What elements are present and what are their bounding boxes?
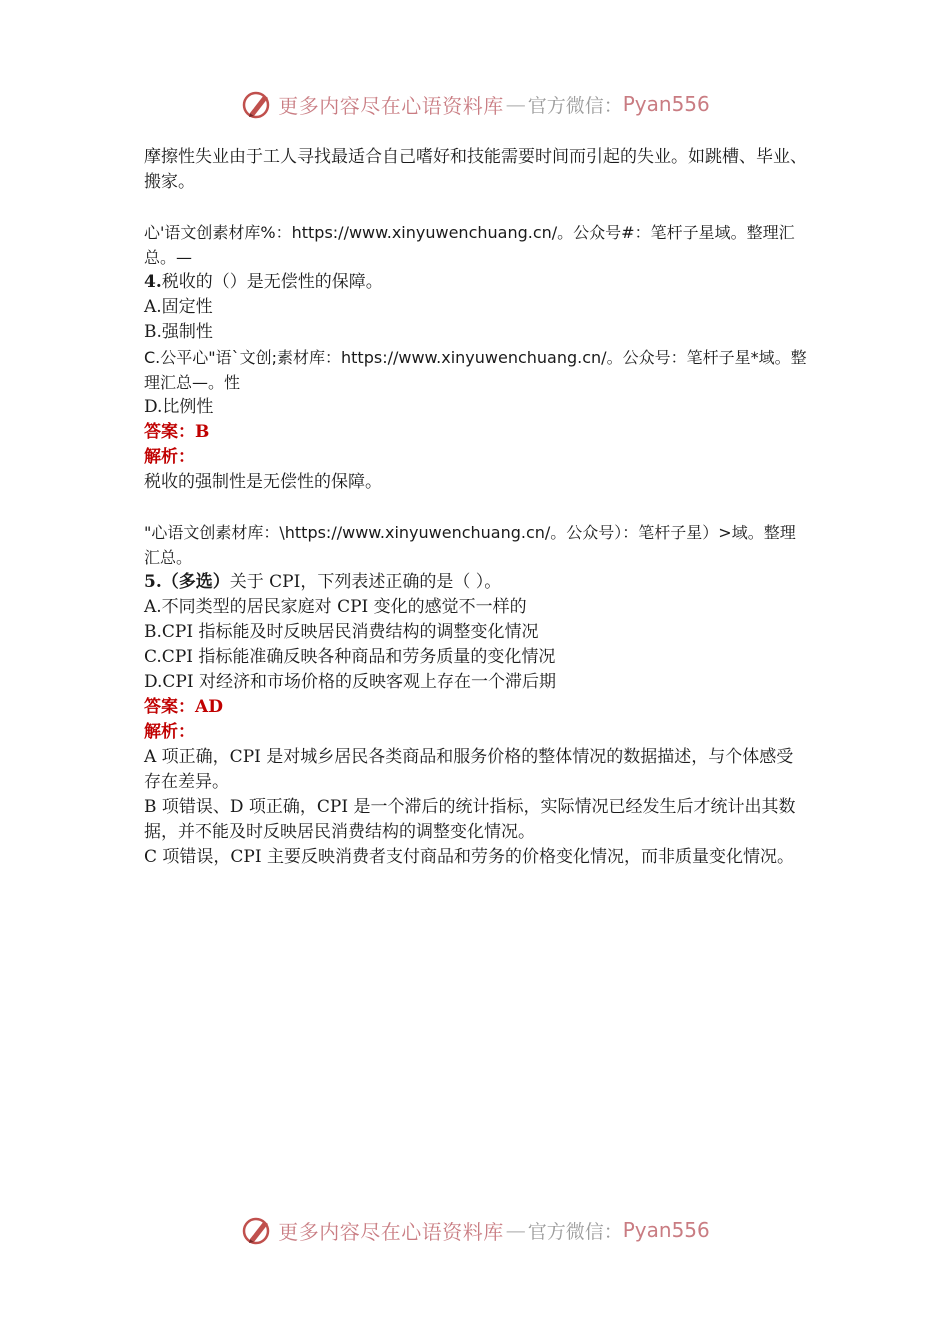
spacer [144,495,808,520]
analysis-text: 税收的强制性是无偿性的保障。 [144,472,382,492]
analysis-text: B 项错误、D 项正确，CPI 是一个滞后的统计指标，实际情况已经发生后才统计出其数据，并不能及时反映居民消费结构的调整变化情况。 [144,797,796,842]
analysis-label: 解析： [144,447,195,467]
banner-wechat-id: Pyan556 [622,92,710,116]
banner-wechat-label: 官方微信： [527,94,623,117]
question-number: 5.（多选） [144,572,230,592]
watermark-text: "心语文创素材库：\https://www.xinyuwenchuang.cn/。公众号）：笔杆子星）>域。整理汇总。 [144,523,796,567]
paragraph-frictional-unemployment: 摩擦性失业由于工人寻找最适合自己嗜好和技能需要时间而引起的失业。如跳槽、毕业、搬家。 [144,147,807,192]
banner-wechat-id: Pyan556 [622,1218,710,1242]
banner-wechat-label: 官方微信： [527,1220,623,1243]
banner-separator: — [505,92,526,116]
answer-label: 答案：B [144,422,210,442]
option-b: B.强制性 [144,322,213,342]
question-text: 税收的（）是无偿性的保障。 [161,272,383,292]
analysis-text: A 项正确，CPI 是对城乡居民各类商品和服务价格的整体情况的数据描述，与个体感受存在差异。 [144,747,794,792]
option-a: A.不同类型的居民家庭对 CPI 变化的感觉不一样的 [144,597,527,617]
document-body [144,145,808,870]
option-d: D.比例性 [144,397,214,417]
footer-banner [0,1210,950,1250]
option-c: C.公平心"语`文创;素材库：https://www.xinyuwenchuang.cn/。公众号：笔杆子星*域。整理汇总—。性 [144,348,807,392]
banner-text: 更多内容尽在心语资料库 [278,1219,504,1244]
question-5 [144,570,808,595]
answer-label: 答案：AD [144,697,223,717]
pen-logo-icon [240,1213,274,1247]
option-b: B.CPI 指标能及时反映居民消费结构的调整变化情况 [144,622,539,642]
analysis-label: 解析： [144,722,195,742]
option-d: D.CPI 对经济和市场价格的反映客观上存在一个滞后期 [144,672,556,692]
header-banner [0,84,950,124]
analysis-text: C 项错误，CPI 主要反映消费者支付商品和劳务的价格变化情况，而非质量变化情况。 [144,847,794,867]
banner-text: 更多内容尽在心语资料库 [278,93,504,118]
option-c: C.CPI 指标能准确反映各种商品和劳务质量的变化情况 [144,647,556,667]
option-a: A.固定性 [144,297,213,317]
question-number: 4. [144,272,162,292]
watermark-text: 心'语文创素材库%：https://www.xinyuwenchuang.cn/。公众号#：笔杆子星域。整理汇总。— [144,223,795,267]
spacer [144,195,808,220]
banner-separator: — [505,1218,526,1242]
question-4 [144,270,808,295]
pen-logo-icon [240,87,274,121]
question-text: 关于 CPI，下列表述正确的是（ ）。 [229,572,502,592]
